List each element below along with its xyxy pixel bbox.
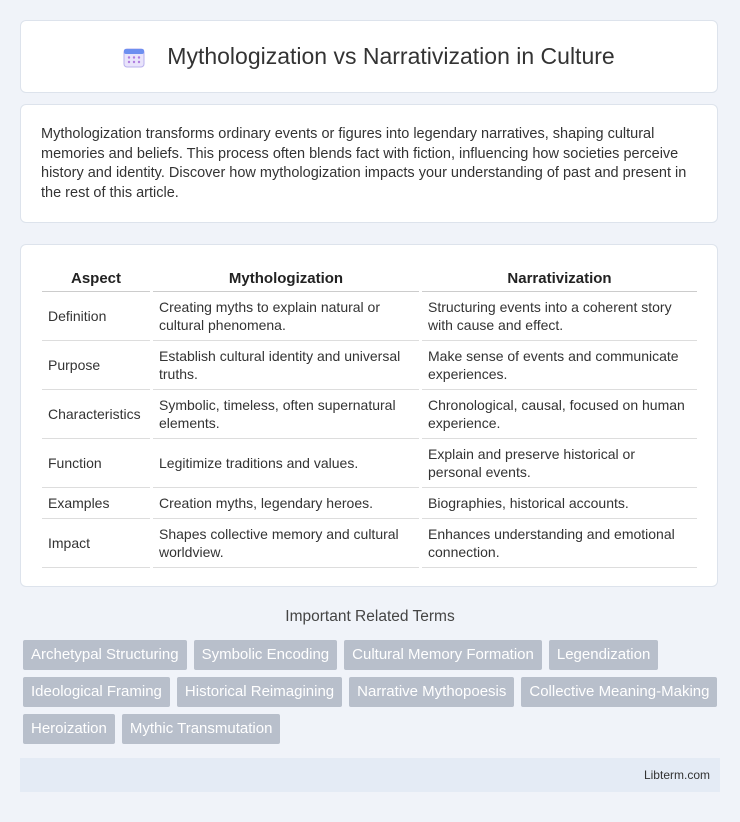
table-cell: Purpose	[42, 341, 150, 390]
table-cell: Chronological, causal, focused on human experience.	[422, 390, 697, 439]
related-terms-heading: Important Related Terms	[285, 608, 455, 625]
table-row	[42, 488, 697, 519]
footer	[20, 758, 720, 792]
table-cell: Function	[42, 439, 150, 488]
table-cell: Legitimize traditions and values.	[153, 439, 419, 488]
table-cell: Creation myths, legendary heroes.	[153, 488, 419, 519]
related-term-tag[interactable]: Collective Meaning-Making	[521, 677, 717, 707]
table-row	[42, 292, 697, 341]
related-term-tag[interactable]: Archetypal Structuring	[23, 640, 187, 670]
related-term-tag[interactable]: Historical Reimagining	[177, 677, 342, 707]
table-cell: Symbolic, timeless, often supernatural elements.	[153, 390, 419, 439]
table-cell: Definition	[42, 292, 150, 341]
intro-card	[20, 104, 718, 223]
related-term-tag[interactable]: Heroization	[23, 714, 115, 744]
comparison-table	[39, 265, 700, 568]
footer-site-link[interactable]: Libterm.com	[643, 768, 710, 782]
table-cell: Enhances understanding and emotional connection.	[422, 519, 697, 568]
related-terms-list	[23, 640, 723, 744]
table-cell: Characteristics	[42, 390, 150, 439]
page-title: Mythologization vs Narrativization in Culture	[167, 43, 615, 69]
related-term-tag[interactable]: Narrative Mythopoesis	[349, 677, 514, 707]
table-row	[42, 390, 697, 439]
table-cell: Creating myths to explain natural or cultural phenomena.	[153, 292, 419, 341]
intro-text: Mythologization transforms ordinary events or figures into legendary narratives, shaping cultural memories and beliefs. This process often blends fact with fiction, influencing how societies perceive history and identity. Discover how mythologization impacts your understanding of past and present in the rest of this article.	[41, 126, 687, 201]
related-term-tag[interactable]: Symbolic Encoding	[194, 640, 338, 670]
related-term-tag[interactable]: Cultural Memory Formation	[344, 640, 542, 670]
column-header-aspect: Aspect	[42, 265, 150, 292]
table-cell: Explain and preserve historical or personal events.	[422, 439, 697, 488]
table-cell: Examples	[42, 488, 150, 519]
calendar-icon	[123, 46, 145, 68]
title-card	[20, 20, 718, 93]
table-cell: Make sense of events and communicate experiences.	[422, 341, 697, 390]
table-cell: Shapes collective memory and cultural worldview.	[153, 519, 419, 568]
comparison-card	[20, 244, 718, 587]
table-row	[42, 439, 697, 488]
table-row	[42, 519, 697, 568]
table-cell: Impact	[42, 519, 150, 568]
related-term-tag[interactable]: Mythic Transmutation	[122, 714, 281, 744]
related-term-tag[interactable]: Ideological Framing	[23, 677, 170, 707]
column-header-mythologization: Mythologization	[153, 265, 419, 292]
table-cell: Biographies, historical accounts.	[422, 488, 697, 519]
table-header-row	[42, 265, 697, 292]
column-header-narrativization: Narrativization	[422, 265, 697, 292]
table-cell: Establish cultural identity and universal truths.	[153, 341, 419, 390]
related-term-tag[interactable]: Legendization	[549, 640, 658, 670]
table-cell: Structuring events into a coherent story with cause and effect.	[422, 292, 697, 341]
table-row	[42, 341, 697, 390]
